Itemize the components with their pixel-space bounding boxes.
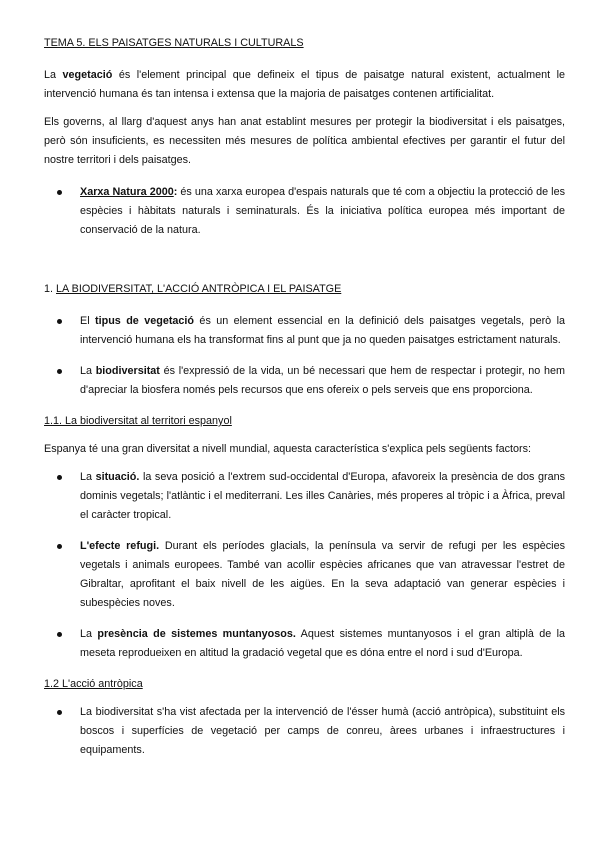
section-1-1-bullet-list (44, 468, 565, 663)
bold-term: biodiversitat (95, 365, 160, 377)
text-run: La (80, 365, 96, 377)
text-run: la seva posició a l'extrem sud-occidental d'Europa, afavoreix la presència de dos grans dominis vegetals; l'atlàntic i el mediterrani. Les illes Canàries, més properes al tròpic i a Àfrica, preval el caràcter tropical. (80, 471, 565, 521)
heading-number: 1. (44, 283, 57, 295)
text-run: Durant els períodes glacials, la península va servir de refugi per les espècies vegetals i animals europees. També van acollir espècies africanes que van atravessar l'estret de Gibraltar, aprofitant el baix nivell de les aigües. En la seva adaptació van generar espècies i subespècies noves. (80, 540, 565, 609)
bullet-icon (57, 319, 62, 324)
text-run: La biodiversitat s'ha vist afectada per la intervenció de l'ésser humà (acció antròpica), substituint els boscos i superfícies de vegetació per camps de conreu, àrees urbanes i infraestructures i equipaments. (80, 706, 565, 756)
bullet-icon (57, 190, 62, 195)
bold-term: tipus de vegetació (95, 315, 195, 327)
list-item (44, 183, 565, 240)
intro-paragraph-2: Els governs, al llarg d'aquest anys han anat establint mesures per protegir la biodiversitat i els paisatges, però són insuficients, es necessiten més mesures de política ambiental efectives per garantir el futur del nostre territori i dels paisatges. (44, 116, 565, 166)
text-run: és un element essencial en la definició dels paisatges vegetals, però la intervenció humana els ha transformat fins al punt que ja no queden paisatges estrictament naturals. (80, 315, 565, 346)
list-item (44, 703, 565, 760)
text-run: La (80, 471, 96, 483)
list-item (44, 468, 565, 525)
list-item (44, 312, 565, 350)
bullet-icon (57, 475, 62, 480)
text-run: és una xarxa europea d'espais naturals que té com a objectiu la protecció de les espècies i hàbitats naturals i seminaturals. És la iniciativa política europea més important de conservació de la natura. (80, 186, 565, 236)
bullet-icon (57, 632, 62, 637)
section-1-heading (44, 280, 565, 299)
list-item (44, 537, 565, 613)
text-run: és l'expressió de la vida, un bé necessari que hem de respectar i protegir, no hem d'apreciar la biosfera només pels recursos que ens ofereix o pels serveis que ens proporciona. (80, 365, 565, 396)
intro-bullet-list (44, 183, 565, 240)
bold-term: presència de sistemes muntanyosos. (97, 628, 296, 640)
text-run: La (80, 628, 98, 640)
section-1-2-bullet-list (44, 703, 565, 760)
bold-term-xarxa-natura: Xarxa Natura 2000 (80, 186, 174, 198)
text-run: Aquest sistemes muntanyosos i el gran altiplà de la meseta reprodueixen en altitud la gradació vegetal que es dóna entre el nord i sud d'Europa. (80, 628, 565, 659)
text-run: és l'element principal que defineix el tipus de paisatge natural existent, actualment le intervenció humana és tan intensa i extensa que la majoria de paisatges contenen artificialitat. (44, 69, 566, 100)
section-1-2-heading: 1.2 L'acció antròpica (44, 678, 143, 690)
bold-term: situació. (95, 471, 140, 483)
text-run: : (173, 186, 178, 198)
bold-term: L'efecte refugi. (80, 540, 160, 552)
text-run: El (80, 315, 96, 327)
heading-text: LA BIODIVERSITAT, L'ACCIÓ ANTRÒPICA I EL PAISATGE (56, 283, 342, 295)
bullet-icon (57, 369, 62, 374)
document-title: TEMA 5. ELS PAISATGES NATURALS I CULTURALS (44, 37, 304, 49)
section-1-1-heading: 1.1. La biodiversitat al territori espanyol (44, 415, 232, 427)
bullet-icon (57, 710, 62, 715)
section-1-1-intro: Espanya té una gran diversitat a nivell mundial, aquesta característica s'explica pels següents factors: (44, 443, 531, 455)
document-page (44, 34, 565, 772)
bullet-icon (57, 544, 62, 549)
section-1-bullet-list (44, 312, 565, 400)
list-item (44, 625, 565, 663)
intro-paragraph-1 (44, 66, 565, 104)
list-item (44, 362, 565, 400)
text-run: La (44, 69, 63, 81)
bold-term-vegetacio: vegetació (62, 69, 113, 81)
